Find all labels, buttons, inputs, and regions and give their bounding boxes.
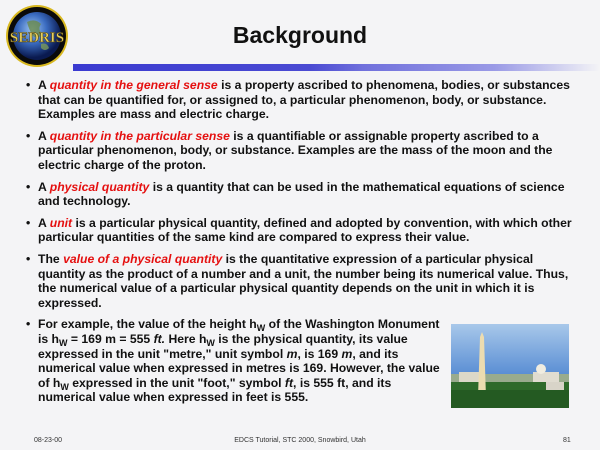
- title-underline-bar: [73, 64, 600, 71]
- bullet-item: • The value of a physical quantity is the quantitative expression of a particular physical quantity as the product of a number and a unit, the number being its numerical value. Thus, the numerical value of a particular physical quantity depends on the unit in which it is expressed.: [26, 251, 569, 310]
- highlighted-term: value of a physical quantity: [63, 251, 223, 266]
- bullet-dot-icon: •: [26, 215, 31, 230]
- bullet-item: • A unit is a particular physical quantity, defined and adopted by convention, with which other particular quantities of the same kind are compared to express their value.: [26, 215, 572, 245]
- highlighted-term: unit: [49, 215, 73, 230]
- slide-title: Background: [232, 22, 368, 48]
- bullet-item: • A physical quantity is a quantity that can be used in the mathematical equations of science and technology.: [26, 179, 565, 209]
- footer-center-text: EDCS Tutorial, STC 2000, Snowbird, Utah: [234, 437, 366, 444]
- highlighted-term: physical quantity: [49, 179, 150, 194]
- bullet-dot-icon: •: [26, 78, 31, 92]
- bullet-dot-icon: •: [26, 251, 31, 266]
- highlighted-term: quantity in the particular sense: [49, 128, 230, 143]
- bullet-dot-icon: •: [26, 179, 31, 194]
- bullet-item-example: • For example, the value of the height $h_W$ of the Washington Monument is $h_W = 169$ m = 555 ft. Here $h_W$ is the physical quantity, its value expressed in the unit "metre," unit symbol m, is 169 m, and its numerical value when expressed in metres is 169. However, the value of $h_W$ expressed in the unit "foot," symbol ft, is 555 ft, and its numerical value when expressed in feet is 555.: [26, 317, 440, 405]
- footer-page-number: 81: [563, 437, 571, 444]
- bullet-dot-icon: •: [26, 128, 31, 143]
- highlighted-term: quantity in the general sense: [49, 78, 218, 92]
- washington-monument-photo: [451, 324, 569, 408]
- bullet-item: • A quantity in the general sense is a property ascribed to phenomena, bodies, or substances that can be quantified for, or assigned to, a particular phenomenon, body, or substance. Examples are mass and electric charge.: [26, 78, 570, 122]
- footer-date: 08-23-00: [34, 437, 63, 444]
- bullet-item: • A quantity in the particular sense is a quantifiable or assignable property ascribed to a particular phenomenon, body, or substance. Examples are the mass of the moon and the electric charge of the proton.: [26, 128, 553, 172]
- bullet-dot-icon: •: [26, 317, 31, 332]
- logo-text: SEDRIS: [9, 30, 65, 46]
